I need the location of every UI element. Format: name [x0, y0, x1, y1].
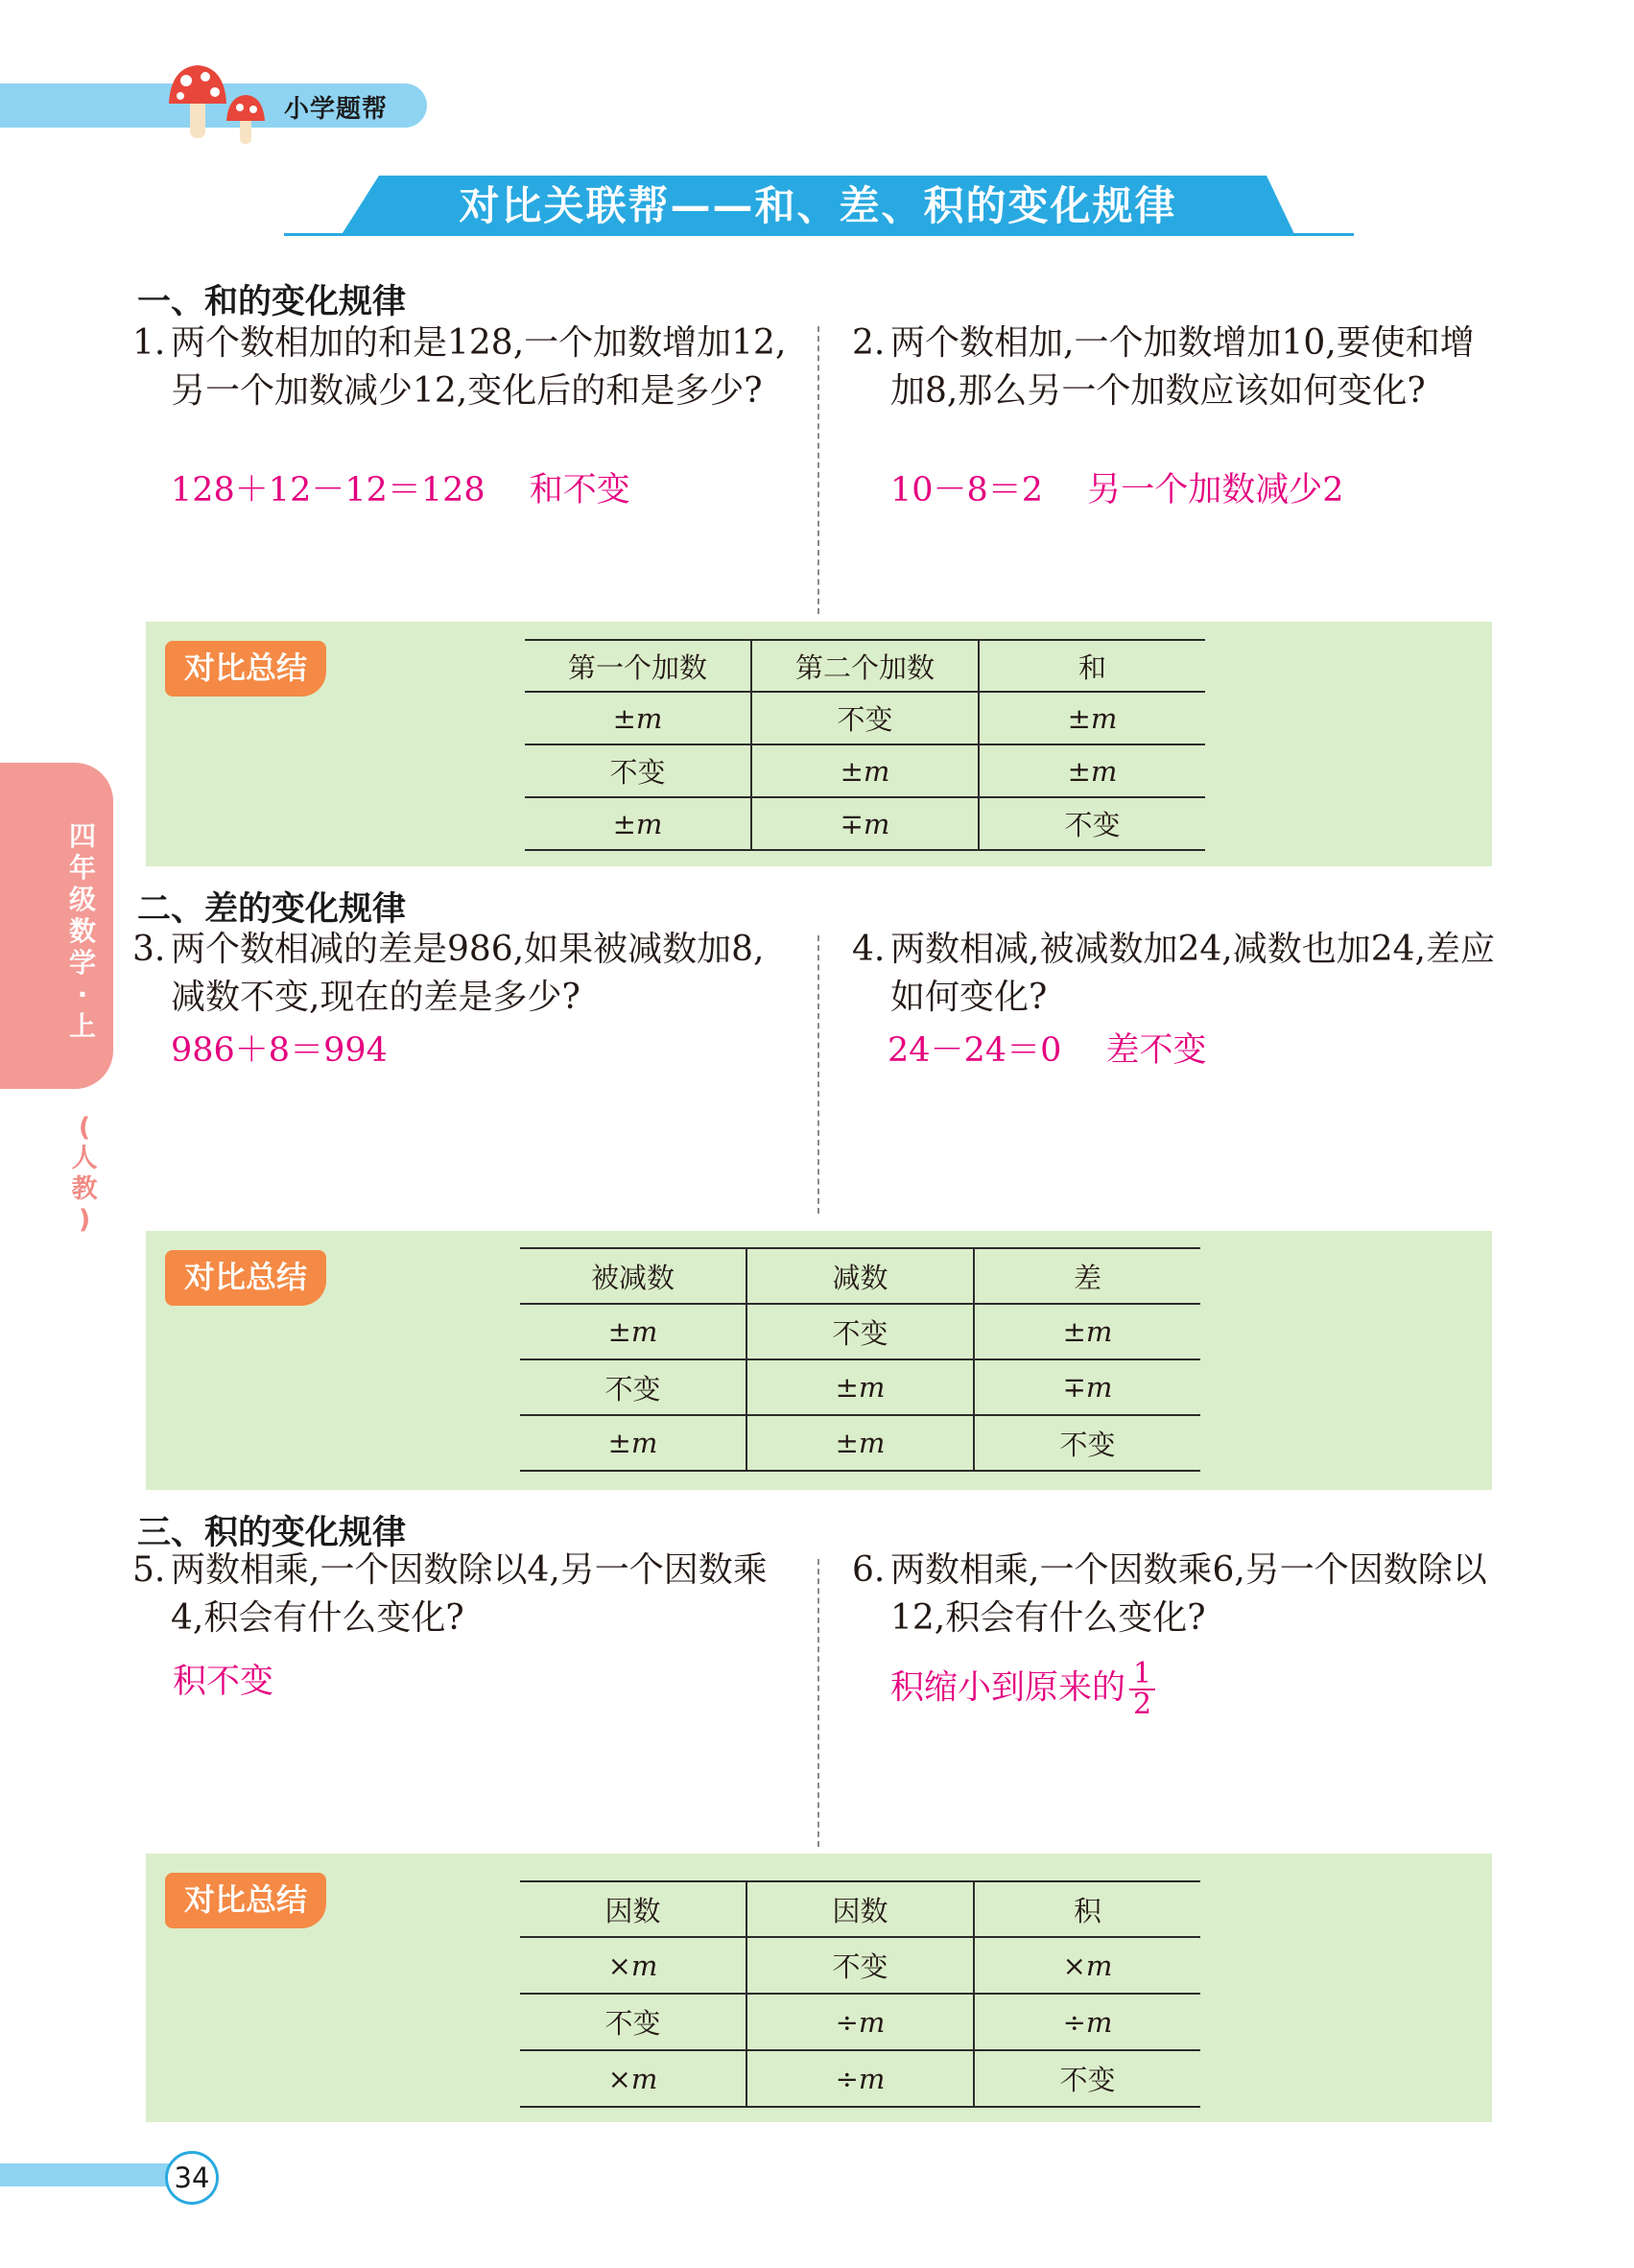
section-title: 三、积的变化规律: [137, 1514, 407, 1552]
table-cell: 不变: [746, 1937, 974, 1994]
problem-text: 两个数相减的差是986,如果被减数加8,减数不变,现在的差是多少?: [171, 930, 765, 1017]
summary-block: [146, 1231, 1492, 1490]
table-cell: 不变: [520, 1994, 746, 2050]
table-row: [520, 2050, 1200, 2107]
problem-number: 2.: [852, 323, 886, 363]
mushroom-logo-icon: [161, 59, 281, 148]
table-header-cell: 被减数: [520, 1248, 746, 1304]
problem-text: 两个数相加,一个加数增加10,要使和增加8,那么另一个加数应该如何变化?: [890, 323, 1475, 411]
problem-text: 两数相乘,一个因数乘6,另一个因数除以12,积会有什么变化?: [890, 1550, 1487, 1638]
table-cell: 不变: [520, 1359, 746, 1415]
summary-table: [520, 1247, 1200, 1472]
summary-badge: 对比总结: [165, 641, 326, 697]
table-cell: 不变: [974, 1415, 1200, 1471]
side-tab-grade: 四 年 级 数 学 · 上: [68, 820, 96, 1042]
table-header-cell: 和: [979, 640, 1205, 692]
page-number: 34: [165, 2151, 219, 2205]
table-cell: 不变: [751, 692, 979, 744]
problem: [132, 319, 790, 415]
section-title: 一、和的变化规律: [137, 283, 407, 321]
problem-text: 两个数相加的和是128,一个加数增加12,另一个加数减少12,变化后的和是多少?: [171, 323, 787, 411]
table-header-cell: 因数: [520, 1881, 746, 1937]
problem: [852, 1547, 1504, 1642]
table-cell: ±m: [979, 744, 1205, 797]
table-header-cell: 积: [974, 1881, 1200, 1937]
summary-badge: 对比总结: [165, 1250, 326, 1306]
summary-table: [525, 639, 1205, 851]
column-divider: [817, 1559, 819, 1847]
table-cell: ∓m: [974, 1359, 1200, 1415]
table-cell: ±m: [525, 692, 751, 744]
summary-block: [146, 1854, 1492, 2122]
table-header-cell: 差: [974, 1248, 1200, 1304]
column-divider: [817, 326, 819, 614]
table-cell: ×m: [520, 2050, 746, 2107]
table-cell: ±m: [751, 744, 979, 797]
table-cell: ÷m: [746, 2050, 974, 2107]
problem-answer: 986＋8＝994: [171, 1031, 388, 1070]
table-header-cell: 减数: [746, 1248, 974, 1304]
table-row: [525, 744, 1205, 797]
column-divider: [817, 935, 819, 1214]
summary-badge: 对比总结: [165, 1873, 326, 1928]
problem-number: 4.: [852, 930, 886, 969]
table-cell: ÷m: [746, 1994, 974, 2050]
problem-answer: 积不变: [173, 1663, 274, 1701]
fraction-numerator: 1: [1129, 1660, 1155, 1690]
summary-block: [146, 622, 1492, 866]
table-cell: ±m: [974, 1304, 1200, 1359]
answer-text: 积缩小到原来的: [890, 1668, 1126, 1708]
table-row: [520, 1937, 1200, 1994]
table-cell: ±m: [520, 1415, 746, 1471]
table-row: [525, 797, 1205, 850]
table-row: [520, 1304, 1200, 1359]
problem-answer: [890, 1657, 1155, 1721]
problem-number: 5.: [132, 1550, 166, 1590]
table-header-row: [525, 640, 1205, 692]
problem-answer: 24－24＝0 差不变: [888, 1031, 1207, 1070]
table-row: [520, 1415, 1200, 1471]
fraction-denominator: 2: [1133, 1688, 1152, 1721]
table-cell: 不变: [746, 1304, 974, 1359]
table-header-cell: 因数: [746, 1881, 974, 1937]
problem-number: 1.: [132, 323, 166, 363]
section-title: 二、差的变化规律: [137, 890, 407, 929]
table-cell: ±m: [979, 692, 1205, 744]
table-header-row: [520, 1881, 1200, 1937]
table-cell: ×m: [520, 1937, 746, 1994]
problem-text: 两数相乘,一个因数除以4,另一个因数乘4,积会有什么变化?: [171, 1550, 768, 1638]
problem-answer: 10－8＝2 另一个加数减少2: [890, 471, 1344, 509]
summary-table: [520, 1880, 1200, 2108]
table-header-row: [520, 1248, 1200, 1304]
table-cell: ±m: [525, 797, 751, 850]
table-row: [520, 1359, 1200, 1415]
problem-number: 3.: [132, 930, 166, 969]
problem: [852, 319, 1504, 415]
table-row: [525, 692, 1205, 744]
table-cell: ×m: [974, 1937, 1200, 1994]
table-cell: ±m: [746, 1359, 974, 1415]
brand-text: 小学题帮: [284, 95, 389, 124]
table-cell: ∓m: [751, 797, 979, 850]
table-cell: ±m: [520, 1304, 746, 1359]
table-cell: 不变: [525, 744, 751, 797]
table-cell: 不变: [979, 797, 1205, 850]
table-cell: ±m: [746, 1415, 974, 1471]
problem: [132, 1547, 790, 1642]
problem-answer: 128＋12－12＝128 和不变: [171, 471, 630, 509]
problem: [132, 926, 790, 1022]
table-cell: ÷m: [974, 1994, 1200, 2050]
answer-fraction: [1129, 1657, 1155, 1721]
problem: [852, 926, 1504, 1022]
table-header-cell: 第二个加数: [751, 640, 979, 692]
side-tab-edition: ( 人 教 ): [71, 1113, 98, 1235]
table-row: [520, 1994, 1200, 2050]
table-header-cell: 第一个加数: [525, 640, 751, 692]
problem-number: 6.: [852, 1550, 886, 1590]
problem-text: 两数相减,被减数加24,减数也加24,差应如何变化?: [890, 930, 1495, 1017]
page-title: 对比关联帮——和、差、积的变化规律: [459, 182, 1177, 229]
footer-bar: [0, 2163, 182, 2186]
table-cell: 不变: [974, 2050, 1200, 2107]
